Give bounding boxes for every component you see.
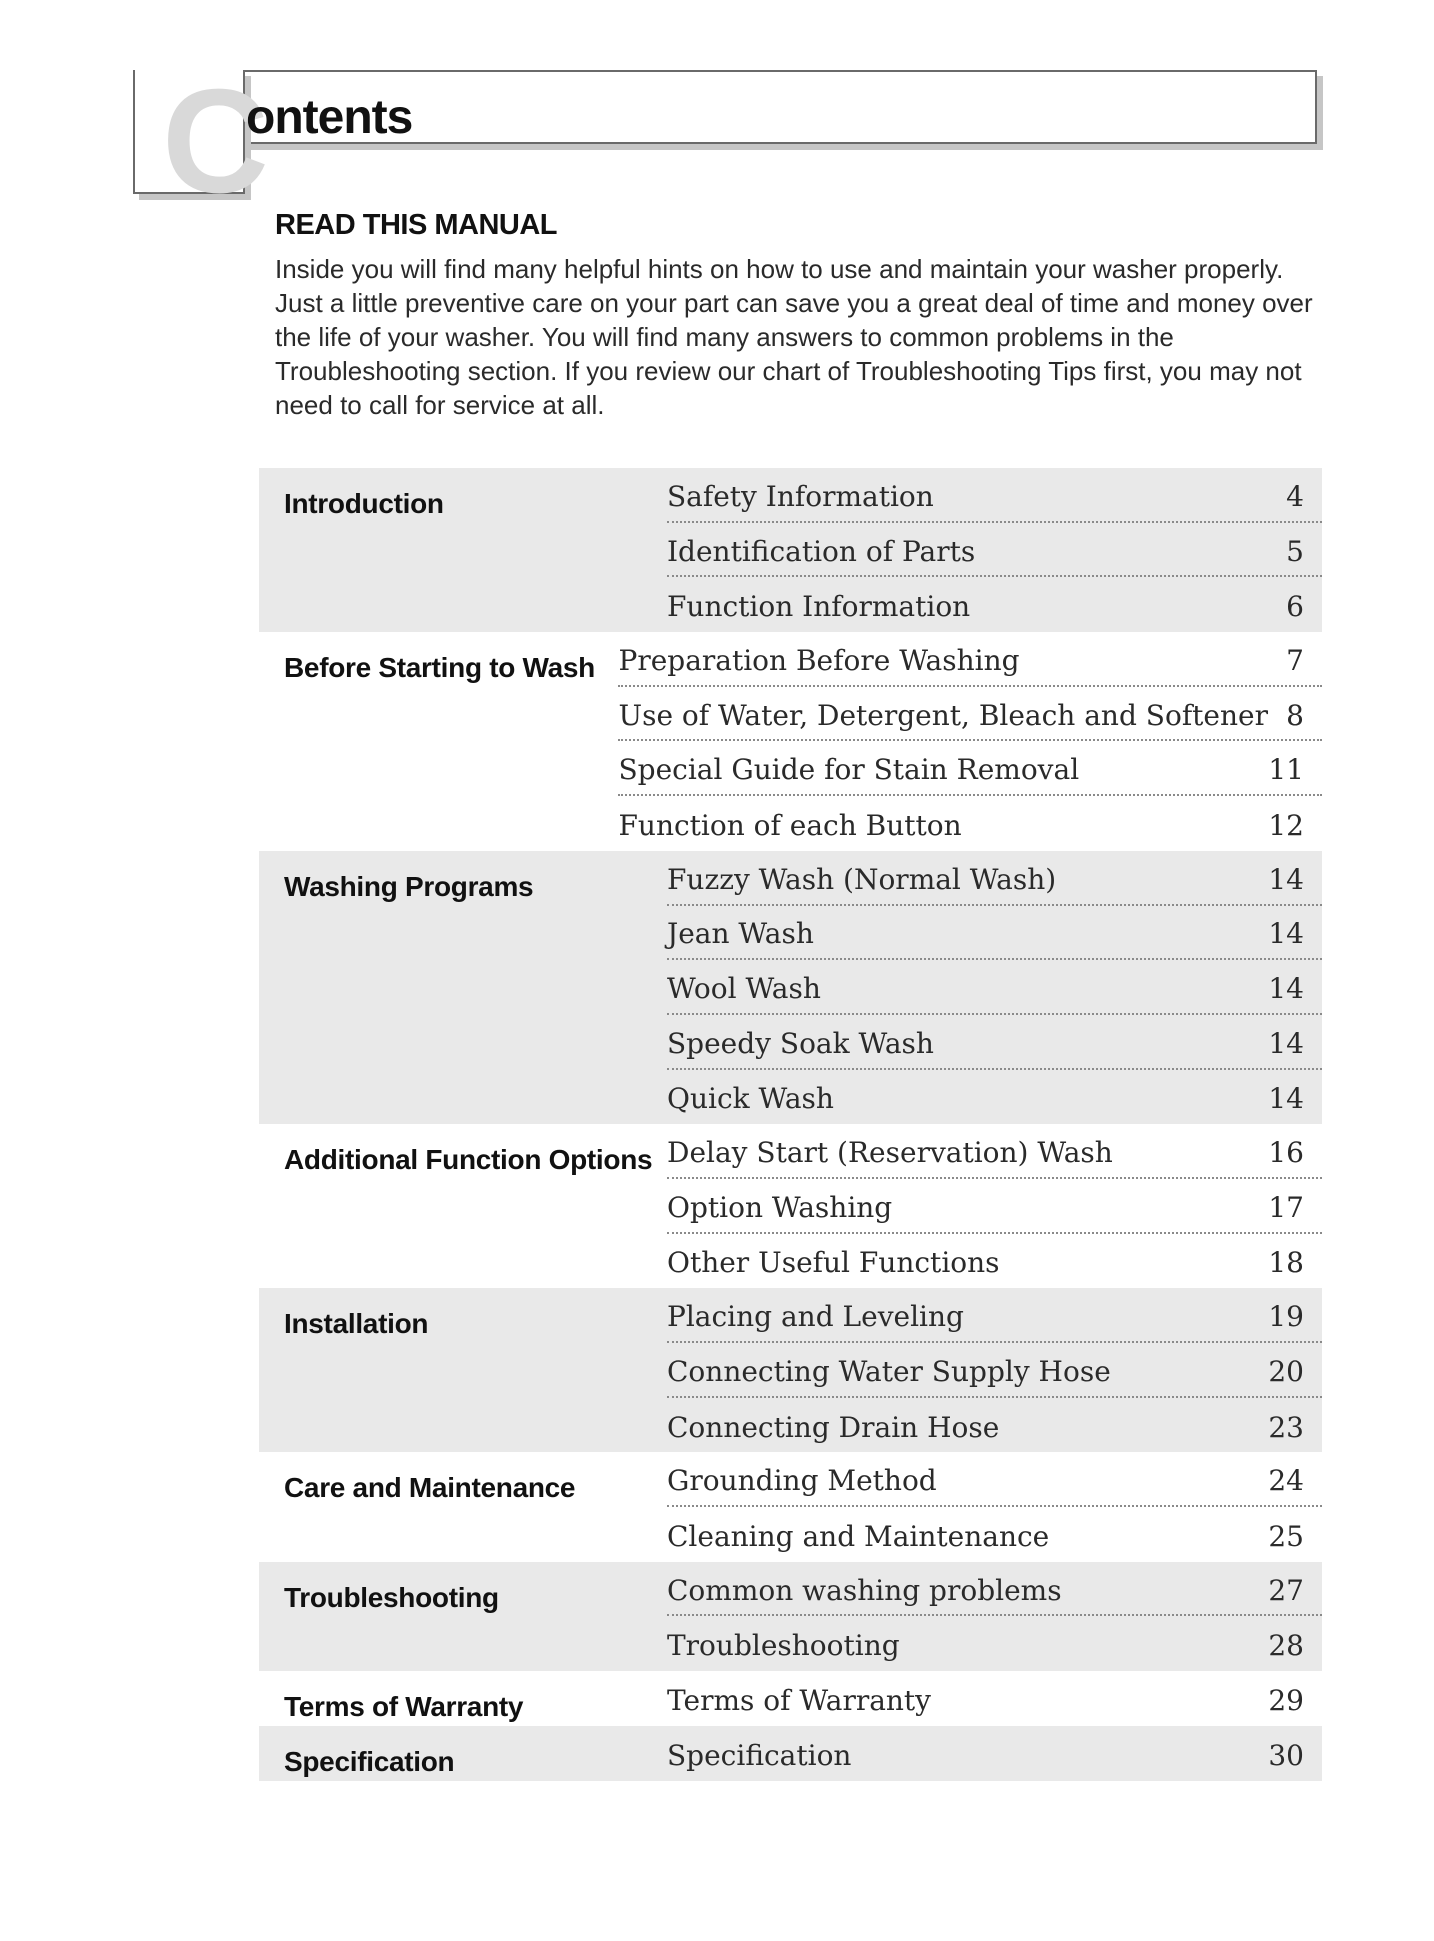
toc-entry[interactable] (667, 1726, 1322, 1781)
toc-entry-page-number: 19 (1268, 1300, 1304, 1334)
toc-section-label: Specification (284, 1745, 455, 1777)
toc-entry-title: Jean Wash (667, 917, 814, 951)
toc-entry-page-number: 12 (1268, 808, 1304, 842)
toc-entry[interactable] (618, 632, 1322, 687)
toc-entry-title: Function Information (667, 590, 971, 624)
toc-entry-list (667, 1726, 1322, 1781)
toc-entry[interactable] (667, 523, 1322, 578)
toc-entry-title: Troubleshooting (667, 1629, 900, 1663)
toc-entry-title: Connecting Drain Hose (667, 1410, 1000, 1444)
toc-entry-title: Connecting Water Supply Hose (667, 1354, 1111, 1388)
toc-entry-page-number: 20 (1268, 1354, 1304, 1388)
toc-section (259, 851, 1322, 1124)
toc-entry-page-number: 14 (1268, 1026, 1304, 1060)
toc-entry-title: Wool Wash (667, 972, 821, 1006)
toc-entry-title: Use of Water, Detergent, Bleach and Softener (618, 698, 1268, 732)
toc-entry-page-number: 6 (1286, 590, 1304, 624)
toc-entry-title: Grounding Method (667, 1464, 937, 1498)
toc-section (259, 1452, 1322, 1561)
toc-entry[interactable] (667, 1234, 1322, 1289)
toc-section-label: Terms of Warranty (284, 1691, 524, 1723)
toc-entry-page-number: 17 (1268, 1190, 1304, 1224)
toc-entry[interactable] (667, 1015, 1322, 1070)
toc-entry[interactable] (667, 1398, 1322, 1453)
toc-entry[interactable] (667, 1616, 1322, 1671)
intro-heading: READ THIS MANUAL (275, 209, 557, 241)
toc-entry-title: Identification of Parts (667, 534, 976, 568)
toc-entry-list (667, 1288, 1322, 1452)
toc-entry[interactable] (667, 1288, 1322, 1343)
toc-entry-page-number: 14 (1268, 862, 1304, 896)
toc-section-label: Installation (284, 1308, 429, 1340)
toc-entry[interactable] (667, 1671, 1322, 1726)
toc-entry[interactable] (667, 468, 1322, 523)
toc-entry-page-number: 14 (1268, 917, 1304, 951)
toc-section (259, 1124, 1322, 1288)
toc-entry-title: Specification (667, 1738, 852, 1772)
toc-entry-title: Placing and Leveling (667, 1300, 964, 1334)
toc-entry-page-number: 25 (1268, 1519, 1304, 1553)
toc-entry[interactable] (667, 960, 1322, 1015)
toc-entry-list (667, 1671, 1322, 1726)
toc-section (259, 1671, 1322, 1726)
toc-entry[interactable] (667, 1452, 1322, 1507)
toc-entry-page-number: 18 (1268, 1246, 1304, 1280)
toc-section (259, 468, 1322, 632)
toc-entry-title: Delay Start (Reservation) Wash (667, 1136, 1113, 1170)
toc-section-label: Before Starting to Wash (284, 652, 595, 684)
toc-section (259, 1288, 1322, 1452)
toc-entry-list (667, 1124, 1322, 1288)
toc-entry-page-number: 16 (1268, 1136, 1304, 1170)
toc-entry[interactable] (667, 1507, 1322, 1562)
toc-entry-page-number: 23 (1268, 1410, 1304, 1444)
toc-entry-title: Other Useful Functions (667, 1246, 1000, 1280)
toc-section-label: Introduction (284, 488, 444, 519)
toc-entry[interactable] (667, 1343, 1322, 1398)
toc-section (259, 1562, 1322, 1671)
toc-entry-page-number: 14 (1268, 1082, 1304, 1116)
toc-entry[interactable] (618, 741, 1322, 796)
toc-entry[interactable] (667, 1179, 1322, 1234)
toc-section-label: Troubleshooting (284, 1581, 499, 1613)
toc-entry-title: Function of each Button (618, 808, 962, 842)
toc-entry-title: Fuzzy Wash (Normal Wash) (667, 862, 1057, 896)
toc-entry[interactable] (618, 796, 1322, 851)
toc-entry-page-number: 4 (1286, 479, 1304, 513)
toc-section (259, 1726, 1322, 1781)
toc-entry[interactable] (618, 687, 1322, 742)
table-of-contents (259, 468, 1322, 1781)
toc-entry-page-number: 5 (1286, 534, 1304, 568)
toc-entry-page-number: 28 (1268, 1629, 1304, 1663)
toc-entry-title: Cleaning and Maintenance (667, 1519, 1050, 1553)
toc-entry-page-number: 30 (1268, 1738, 1304, 1772)
toc-entry-title: Quick Wash (667, 1082, 834, 1116)
toc-entry-page-number: 11 (1268, 753, 1304, 787)
toc-section-label: Care and Maintenance (284, 1472, 576, 1504)
toc-entry-list (667, 851, 1322, 1124)
toc-entry-list (618, 632, 1322, 851)
toc-section (259, 632, 1322, 851)
page-title: ontents (246, 91, 413, 144)
toc-entry-page-number: 24 (1268, 1464, 1304, 1498)
toc-entry[interactable] (667, 906, 1322, 961)
toc-entry-title: Option Washing (667, 1190, 893, 1224)
toc-entry-list (667, 1562, 1322, 1671)
toc-entry-title: Common washing problems (667, 1573, 1062, 1607)
title-initial-letter: C (162, 59, 265, 224)
toc-entry-title: Preparation Before Washing (618, 643, 1020, 677)
toc-section-label: Additional Function Options (284, 1144, 653, 1176)
toc-entry[interactable] (667, 1070, 1322, 1125)
toc-entry-list (667, 468, 1322, 632)
toc-entry-page-number: 29 (1268, 1683, 1304, 1717)
toc-entry[interactable] (667, 577, 1322, 632)
toc-entry[interactable] (667, 851, 1322, 906)
toc-entry-title: Speedy Soak Wash (667, 1026, 934, 1060)
toc-entry-page-number: 8 (1286, 698, 1304, 732)
toc-entry-page-number: 14 (1268, 972, 1304, 1006)
toc-section-label: Washing Programs (284, 870, 534, 902)
toc-entry-title: Terms of Warranty (667, 1683, 932, 1717)
intro-paragraph: Inside you will find many helpful hints on how to use and maintain your washer properly. Just a little preventive care on your part can save you a great deal of time and money over the life of your washer. You will find many answers to common problems in the Troubleshooting section. If you review our chart of Troubleshooting Tips first, you may not need to call for service at all. (275, 254, 1313, 420)
toc-entry-title: Special Guide for Stain Removal (618, 753, 1080, 787)
toc-entry[interactable] (667, 1562, 1322, 1617)
toc-entry-page-number: 27 (1268, 1573, 1304, 1607)
toc-entry[interactable] (667, 1124, 1322, 1179)
toc-entry-title: Safety Information (667, 479, 934, 513)
toc-entry-list (667, 1452, 1322, 1561)
toc-entry-page-number: 7 (1286, 643, 1304, 677)
